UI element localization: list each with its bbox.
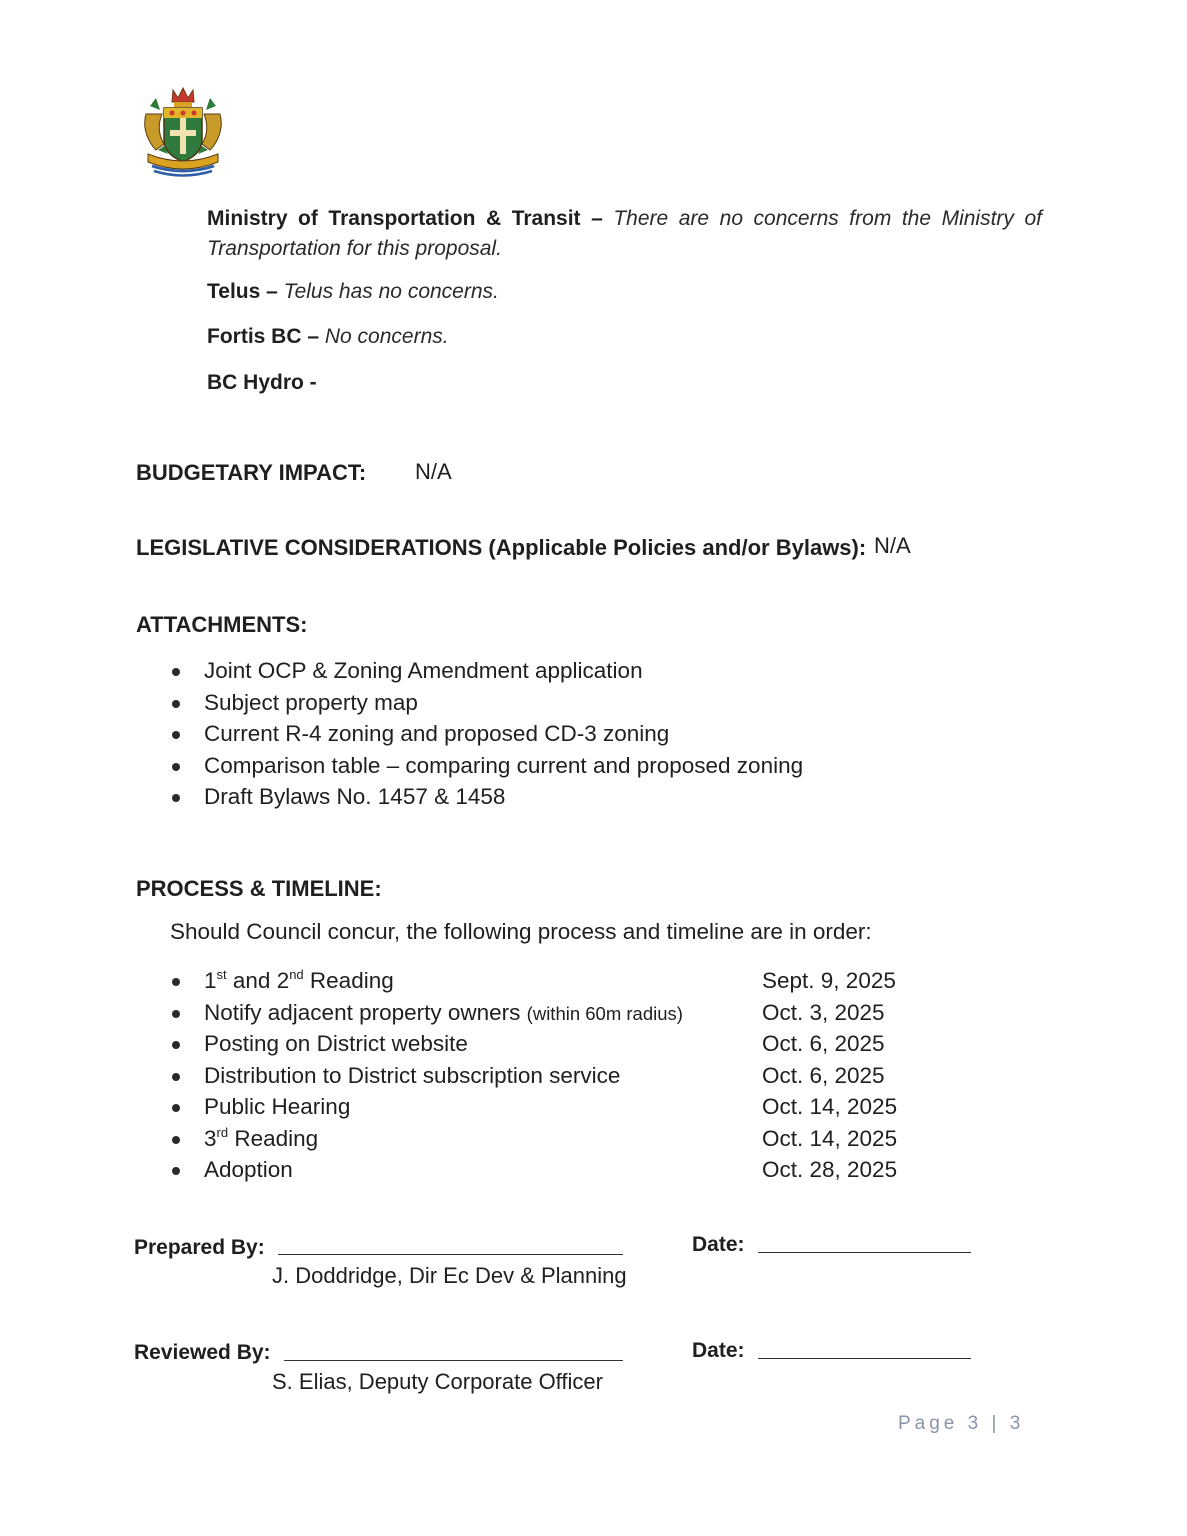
process-timeline-heading: PROCESS & TIMELINE:	[136, 876, 382, 901]
timeline-step: Notify adjacent property owners	[204, 999, 521, 1025]
timeline-step: Public Hearing	[204, 1094, 351, 1119]
coat-of-arms-icon	[138, 84, 228, 178]
timeline-date: Oct. 14, 2025	[762, 1125, 898, 1151]
fortis-dash: –	[307, 325, 320, 348]
telus-comment	[207, 280, 499, 304]
list-item	[170, 781, 803, 813]
timeline-date: Oct. 6, 2025	[762, 1062, 885, 1088]
ministry-comment	[207, 204, 1042, 264]
reviewed-by-label: Reviewed By:	[134, 1341, 271, 1364]
reviewed-by-name: S. Elias, Deputy Corporate Officer	[272, 1369, 603, 1394]
timeline-step: 3rd Reading	[204, 1124, 319, 1151]
bullet-icon	[172, 763, 180, 771]
list-item	[170, 718, 803, 750]
page-word: Page	[898, 1413, 959, 1434]
bullet-icon	[172, 700, 180, 708]
fortis-comment	[207, 325, 449, 349]
budgetary-impact-label: BUDGETARY IMPACT:	[136, 460, 367, 485]
bullet-icon	[172, 1104, 180, 1112]
page-count: 3 | 3	[967, 1413, 1025, 1434]
budgetary-impact-value: N/A	[415, 459, 452, 484]
attachment-label: Current R-4 zoning and proposed CD-3 zoning	[204, 721, 670, 746]
timeline-row	[170, 1154, 930, 1186]
attachment-label: Joint OCP & Zoning Amendment application	[204, 658, 643, 683]
list-item	[170, 655, 803, 687]
telus-dash: –	[266, 280, 278, 303]
attachment-label: Draft Bylaws No. 1457 & 1458	[204, 784, 506, 809]
reviewed-date-line	[758, 1358, 971, 1359]
telus-text: Telus has no concerns.	[283, 280, 499, 303]
timeline-row	[170, 1060, 930, 1092]
attachments-heading: ATTACHMENTS:	[136, 612, 308, 637]
bullet-icon	[172, 1136, 180, 1144]
reviewed-date-label: Date:	[692, 1339, 745, 1362]
timeline-date: Oct. 28, 2025	[762, 1157, 898, 1182]
bullet-icon	[172, 978, 180, 986]
timeline-date: Oct. 3, 2025	[762, 999, 885, 1025]
timeline-row	[170, 997, 930, 1029]
legislative-considerations-label: LEGISLATIVE CONSIDERATIONS (Applicable Policies and/or Bylaws):	[136, 535, 867, 560]
bullet-icon	[172, 668, 180, 676]
reviewed-by-signature-line	[284, 1360, 623, 1361]
list-item	[170, 750, 803, 782]
bullet-icon	[172, 794, 180, 802]
ministry-text: There are no concerns from the Ministry of Transportation for this proposal.	[207, 207, 1042, 260]
timeline-step: Posting on District website	[204, 1031, 468, 1056]
timeline-row	[170, 965, 930, 997]
prepared-by-signature-line	[278, 1254, 623, 1255]
bullet-icon	[172, 731, 180, 739]
ministry-dash: –	[591, 207, 603, 230]
bullet-icon	[172, 1010, 180, 1018]
attachments-list	[170, 655, 803, 813]
prepared-date-label: Date:	[692, 1233, 745, 1256]
bullet-icon	[172, 1073, 180, 1081]
hydro-name: BC Hydro -	[207, 371, 317, 394]
hydro-comment	[207, 371, 317, 395]
prepared-date-line	[758, 1252, 971, 1253]
bullet-icon	[172, 1167, 180, 1175]
timeline-row	[170, 1091, 930, 1123]
timeline-date: Sept. 9, 2025	[762, 968, 896, 993]
ministry-name: Ministry of Transportation & Transit	[207, 207, 581, 230]
timeline-row	[170, 1123, 930, 1155]
list-item	[170, 687, 803, 719]
timeline-step: Adoption	[204, 1157, 293, 1182]
telus-name: Telus	[207, 280, 261, 303]
prepared-by-label: Prepared By:	[134, 1236, 265, 1259]
prepared-by-name: J. Doddridge, Dir Ec Dev & Planning	[272, 1263, 627, 1288]
bullet-icon	[172, 1041, 180, 1049]
fortis-text: No concerns.	[324, 325, 449, 348]
process-intro: Should Council concur, the following process and timeline are in order:	[170, 919, 872, 944]
legislative-considerations-value: N/A	[874, 533, 911, 558]
timeline-date: Oct. 14, 2025	[762, 1094, 898, 1119]
timeline-row	[170, 1028, 930, 1060]
attachment-label: Subject property map	[204, 689, 418, 715]
timeline-date: Oct. 6, 2025	[762, 1031, 885, 1056]
timeline-step: Distribution to District subscription service	[204, 1062, 621, 1088]
page-number	[898, 1413, 1024, 1435]
timeline-list	[170, 965, 930, 1186]
timeline-step: 1st and 2nd Reading	[204, 967, 394, 993]
fortis-name: Fortis BC	[207, 325, 302, 348]
timeline-step-note: (within 60m radius)	[526, 1002, 683, 1024]
attachment-label: Comparison table – comparing current and proposed zoning	[204, 752, 804, 778]
